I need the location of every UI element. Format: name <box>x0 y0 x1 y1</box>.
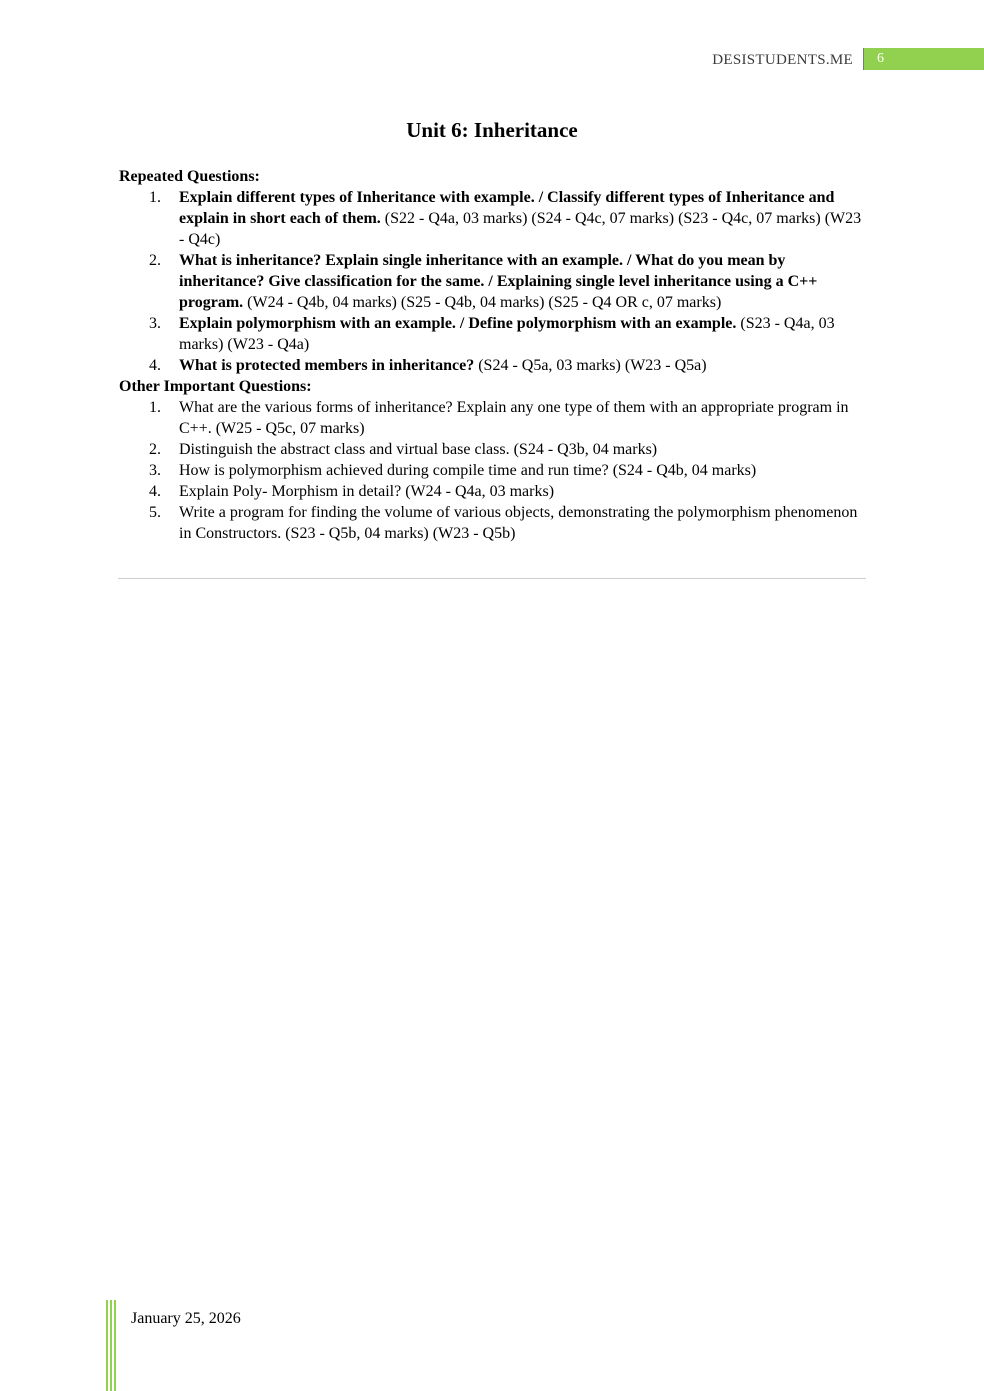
list-item <box>119 481 867 502</box>
page-number-badge: 6 <box>864 48 984 70</box>
question-text: Explain polymorphism with an example. / Define polymorphism with an example. <box>179 315 737 332</box>
list-item <box>119 439 867 460</box>
question-text: What are the various forms of inheritance? Explain any one type of them with an appropriate program in C++. (W25 - Q5c, 07 marks) <box>179 399 849 437</box>
item-number: 4. <box>149 357 161 374</box>
list-item <box>119 187 867 250</box>
item-number: 2. <box>149 441 161 458</box>
question-refs: (S24 - Q5a, 03 marks) (W23 - Q5a) <box>478 357 707 374</box>
repeated-questions-list <box>119 187 867 376</box>
repeated-questions-heading: Repeated Questions: <box>119 168 260 185</box>
question-refs: (S23 - Q4a, 03 marks) (W23 - Q4a) <box>179 315 835 353</box>
footer-accent-bars <box>106 1300 118 1391</box>
question-text: What is protected members in inheritance? <box>179 357 475 374</box>
item-number: 2. <box>149 252 161 269</box>
question-text: Explain different types of Inheritance with example. / Classify different types of Inheritance and explain in short each of them. <box>179 189 835 227</box>
other-questions-list <box>119 397 867 544</box>
question-text: Explain Poly- Morphism in detail? (W24 - Q4a, 03 marks) <box>179 483 555 500</box>
item-number: 4. <box>149 483 161 500</box>
list-item <box>119 397 867 439</box>
item-number: 5. <box>149 504 161 521</box>
list-item <box>119 502 867 544</box>
question-text: Distinguish the abstract class and virtual base class. (S24 - Q3b, 04 marks) <box>179 441 658 458</box>
other-questions-heading: Other Important Questions: <box>119 378 312 395</box>
item-number: 3. <box>149 462 161 479</box>
question-refs: (S22 - Q4a, 03 marks) (S24 - Q4c, 07 marks) (S23 - Q4c, 07 marks) (W23 - Q4c) <box>179 210 862 248</box>
site-name: DESISTUDENTS.ME <box>712 48 864 70</box>
item-number: 1. <box>149 189 161 206</box>
page-header <box>712 48 984 70</box>
list-item <box>119 250 867 313</box>
question-text: Write a program for finding the volume of various objects, demonstrating the polymorphism phenomenon in Constructors. (S23 - Q5b, 04 marks) (W23 - Q5b) <box>179 504 858 542</box>
question-text: How is polymorphism achieved during compile time and run time? (S24 - Q4b, 04 marks) <box>179 462 757 479</box>
item-number: 3. <box>149 315 161 332</box>
document-body <box>119 166 867 544</box>
section-divider <box>118 578 866 579</box>
footer-date: January 25, 2026 <box>131 1310 241 1327</box>
list-item <box>119 460 867 481</box>
list-item <box>119 313 867 355</box>
list-item <box>119 355 867 376</box>
question-text: What is inheritance? Explain single inheritance with an example. / What do you mean by inheritance? Give classification for the same. / Explaining single level inheritance using a C++ program. <box>179 252 818 311</box>
footer-bar <box>114 1300 116 1391</box>
question-refs: (W24 - Q4b, 04 marks) (S25 - Q4b, 04 marks) (S25 - Q4 OR c, 07 marks) <box>247 294 722 311</box>
footer-bar <box>106 1300 108 1391</box>
item-number: 1. <box>149 399 161 416</box>
footer-bar <box>110 1300 112 1391</box>
page-title: Unit 6: Inheritance <box>406 118 578 142</box>
